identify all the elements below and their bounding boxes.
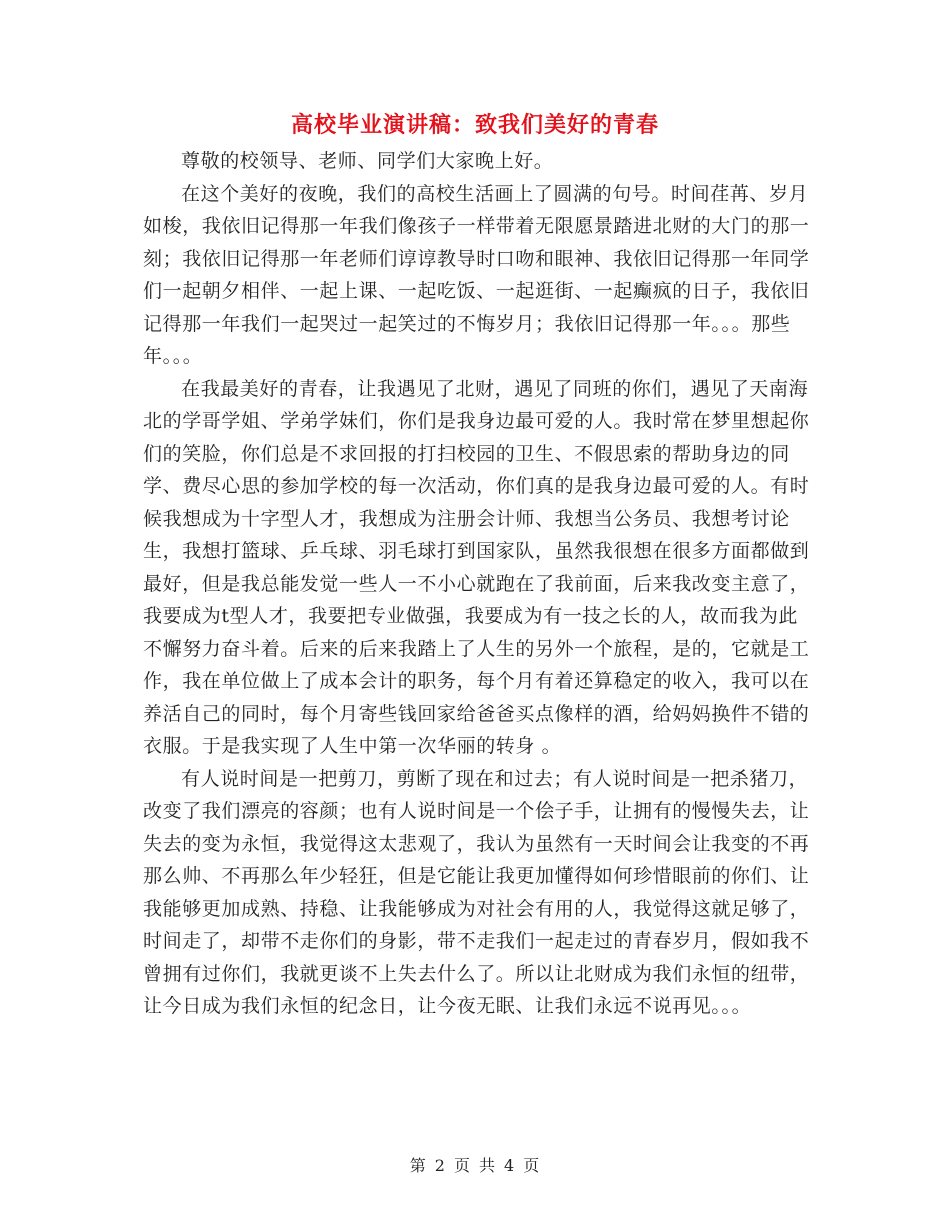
footer-suffix: 页 bbox=[523, 1156, 541, 1175]
paragraph-memories: 在这个美好的夜晚，我们的高校生活画上了圆满的句号。时间荏苒、岁月如梭，我依旧记得那一年我们像孩子一样带着无限愿景踏进北财的大门的那一刻；我依旧记得那一年老师们谆谆教导时口吻和眼神、我依旧记得那一年同学们一起朝夕相伴、一起上课、一起吃饭、一起逛街、一起癫疯的日子，我依旧记得那一年我们一起哭过一起笑过的不悔岁月；我依旧记得那一年。。。那些年。。。 bbox=[143, 182, 810, 367]
paragraph-greeting: 尊敬的校领导、老师、同学们大家晚上好。 bbox=[181, 150, 554, 172]
page-footer bbox=[0, 1153, 950, 1176]
footer-page-word: 页 bbox=[453, 1156, 471, 1175]
document-body bbox=[143, 145, 811, 1023]
paragraph-time: 有人说时间是一把剪刀，剪断了现在和过去；有人说时间是一把杀猪刀，改变了我们漂亮的容颜；也有人说时间是一个侩子手，让拥有的慢慢失去，让失去的变为永恒，我觉得这太悲观了，我认为虽然有一天时间会让我变的不再那么帅、不再那么年少轻狂，但是它能让我更加懂得如何珍惜眼前的你们、让我能够更加成熟、持稳、让我能够成为对社会有用的人，我觉得这就足够了，时间走了，却带不走你们的身影，带不走我们一起走过的青春岁月，假如我不曾拥有过你们，我就更谈不上失去什么了。所以让北财成为我们永恒的纽带，让今日成为我们永恒的纪念日，让今夜无眠、让我们永远不说再见。。。 bbox=[143, 767, 810, 1017]
footer-total-word: 共 bbox=[479, 1156, 497, 1175]
footer-current-page: 2 bbox=[434, 1156, 446, 1175]
paragraph-youth: 在我最美好的青春，让我遇见了北财，遇见了同班的你们，遇见了天南海北的学哥学姐、学弟学妹们，你们是我身边最可爱的人。我时常在梦里想起你们的笑脸，你们总是不求回报的打扫校园的卫生、不假思索的帮助身边的同学、费尽心思的参加学校的每一次活动，你们真的是我身边最可爱的人。有时候我想成为十字型人才，我想成为注册会计师、我想当公务员、我想考讨论生，我想打篮球、乒乓球、羽毛球打到国家队，虽然我很想在很多方面都做到最好，但是我总能发觉一些人一不小心就跑在了我前面，后来我改变主意了，我要成为t型人才，我要把专业做强，我要成为有一技之长的人，故而我为此不懈努力奋斗着。后来的后来我踏上了人生的另外一个旅程，是的，它就是工作，我在单位做上了成本会计的职务，每个月有着还算稳定的收入，我可以在养活自己的同时，每个月寄些钱回家给爸爸买点像样的酒，给妈妈换件不错的衣服。于是我实现了人生中第一次华丽的转身 。 bbox=[143, 377, 810, 757]
footer-total-pages: 4 bbox=[504, 1156, 516, 1175]
document-title: 高校毕业演讲稿：致我们美好的青春 bbox=[290, 112, 659, 138]
footer-prefix: 第 bbox=[409, 1156, 427, 1175]
